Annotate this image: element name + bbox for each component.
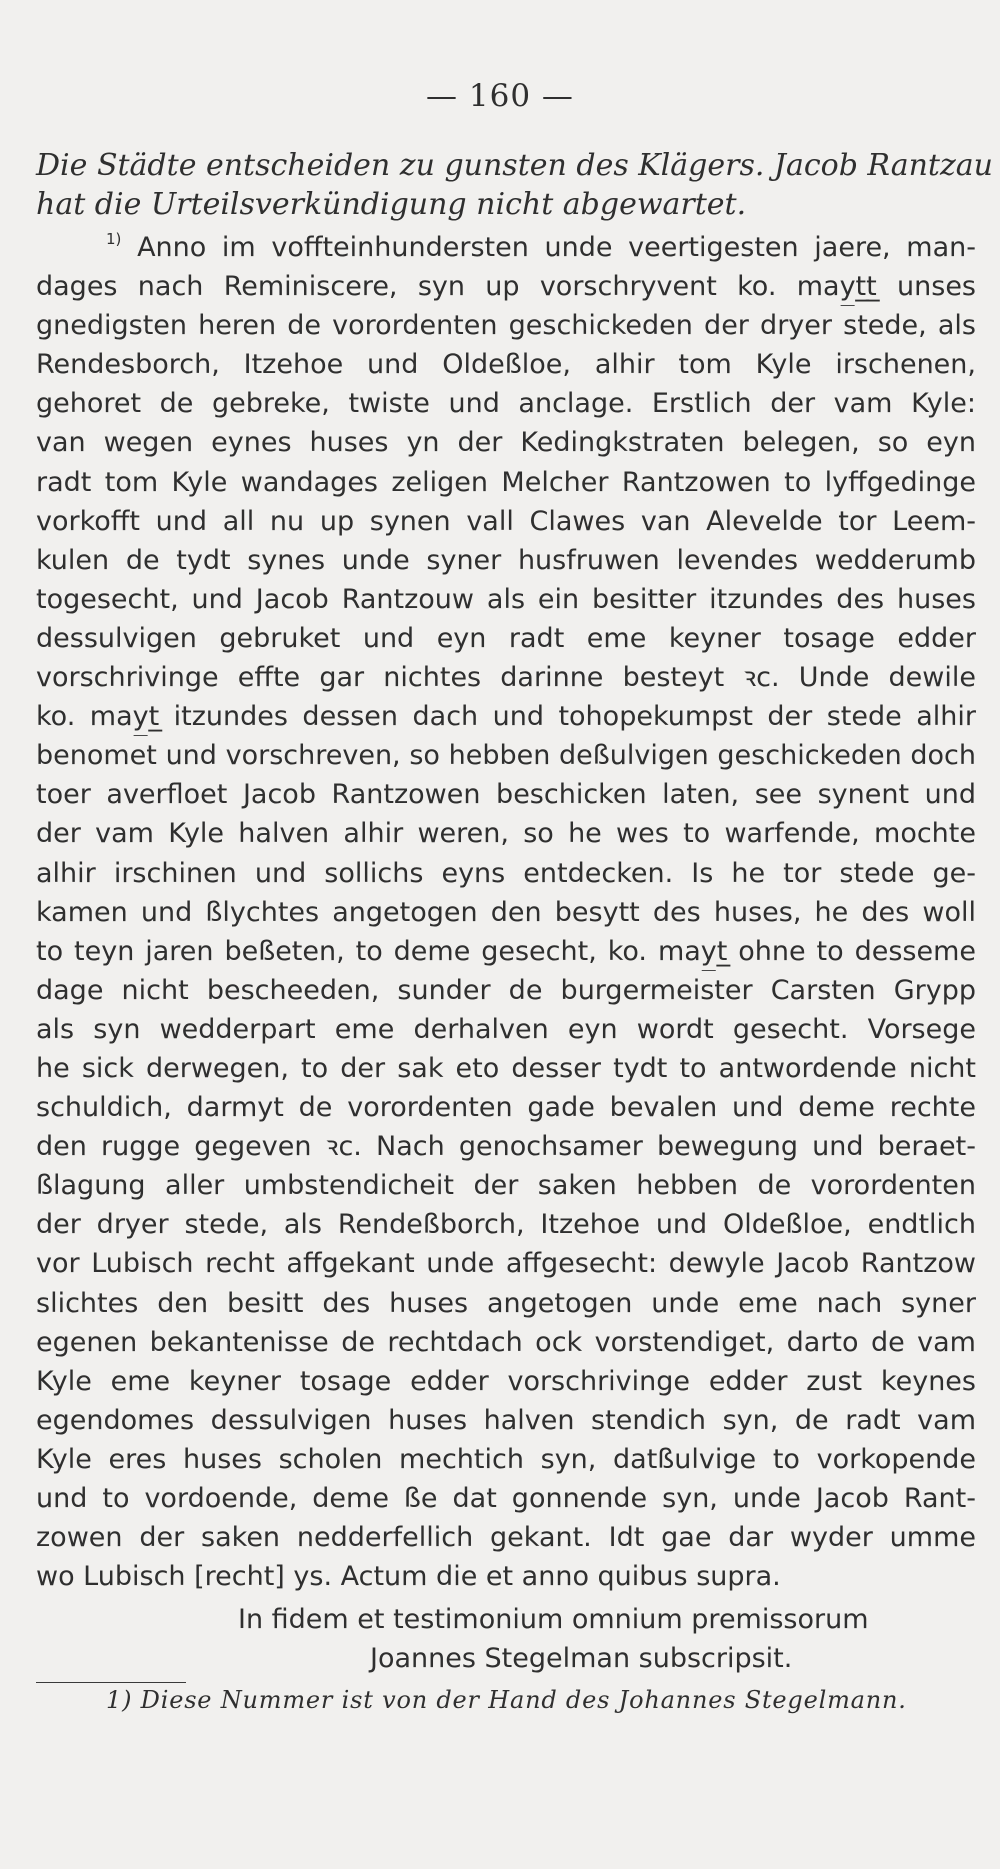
body-line: ßlagung aller umbstendicheit der saken hebben de vorordenten (36, 1170, 976, 1202)
footnote-mark: 1) (106, 1686, 133, 1714)
body-first-line (36, 228, 976, 267)
summary-line: hat die Urteilsverkündigung nicht abgewartet. (36, 187, 747, 222)
body-line: dages nach Reminiscere, syn up vorschryvent ko. may̲t̲t̲ unses (36, 271, 976, 303)
body-line: gnedigsten heren de vorordenten geschickeden der dryer stede, als (36, 310, 976, 342)
body-line: van wegen eynes huses yn der Kedingkstraten belegen, so eyn (36, 427, 976, 459)
summary-heading (36, 146, 993, 224)
body-line: togesecht, und Jacob Rantzouw als ein besitter itzundes des huses (36, 583, 976, 615)
body-line: ko. may̲t̲ itzundes dessen dach und tohopekumpst der stede alhir (36, 701, 976, 733)
footnote-marker: 1) (106, 230, 122, 248)
body-line: to teyn jaren beßeten, to deme gesecht, ko. may̲t̲ ohne to desseme (36, 935, 976, 967)
body-line: kulen de tydt synes unde syner husfruwen levendes wedderumb (36, 544, 976, 576)
body-line: Rendesborch, Itzehoe und Oldeßloe, alhir tom Kyle irschenen, (36, 349, 976, 381)
attestation-line: In fidem et testimonium omnium premissorum (238, 1604, 869, 1635)
body-line: Kyle eme keyner tosage edder vorschrivinge edder zust keynes (36, 1365, 976, 1397)
body-line: der vam Kyle halven alhir weren, so he wes to warfende, mochte (36, 818, 976, 850)
body-first-line-text: Anno im voffteinhundersten unde veertigesten jaere, man- (137, 232, 976, 263)
body-line: Kyle eres huses scholen mechtich syn, datßulvige to vorkopende (36, 1443, 976, 1475)
footnote-text: Diese Nummer ist von der Hand des Johannes Stegelmann. (140, 1686, 907, 1714)
body-line: radt tom Kyle wandages zeligen Melcher Rantzowen to lyffgedinge (36, 466, 976, 498)
body-line: und to vordoende, deme ße dat gonnende syn, unde Jacob Rant- (36, 1483, 976, 1514)
body-line: dage nicht bescheeden, sunder de burgermeister Carsten Grypp (36, 974, 976, 1006)
body-line: dessulvigen gebruket und eyn radt eme keyner tosage edder (36, 622, 976, 654)
body-line: egendomes dessulvigen huses halven stendich syn, de radt vam (36, 1404, 976, 1436)
body-line: vorkofft und all nu up synen vall Clawes van Alevelde tor Leem- (36, 505, 976, 537)
body-line: slichtes den besitt des huses angetogen unde eme nach syner (36, 1287, 976, 1319)
summary-line: Die Städte entscheiden zu gunsten des Klägers. Jacob Rantzau (36, 148, 993, 183)
body-line: wo Lubisch [recht] ys. Actum die et anno quibus supra. (36, 1561, 781, 1593)
body-line: der dryer stede, als Rendeßborch, Itzehoe und Oldeßloe, endtlich (36, 1209, 976, 1241)
document-body (36, 228, 976, 1596)
body-line: alhir irschinen und sollichs eyns entdecken. Is he tor stede ge- (36, 857, 976, 889)
body-line: benomet und vorschreven, so hebben deßulvigen geschickeden doch (36, 740, 976, 772)
page-number: — 160 — (426, 78, 574, 114)
body-line: egenen bekantenisse de rechtdach ock vorstendiget, darto de vam (36, 1326, 976, 1358)
body-line: kamen und ßlychtes angetogen den besytt des huses, he des woll (36, 896, 976, 928)
body-line: als syn wedderpart eme derhalven eyn wordt gesecht. Vorsege (36, 1013, 976, 1045)
body-line: gehoret de gebreke, twiste und anclage. Erstlich der vam Kyle: (36, 388, 976, 420)
body-line: he sick derwegen, to der sak eto desser tydt to antwordende nicht (36, 1052, 976, 1084)
footnote (106, 1682, 907, 1718)
signature-line: Joannes Stegelman subscripsit. (370, 1643, 793, 1674)
body-line: schuldich, darmyt de vorordenten gade bevalen und deme rechte (36, 1092, 976, 1124)
body-line: vor Lubisch recht affgekant unde affgesecht: dewyle Jacob Rantzow (36, 1248, 976, 1280)
body-line: toer averfloet Jacob Rantzowen beschicken laten, see synent und (36, 779, 976, 811)
body-line: den rugge gegeven ꝛc. Nach genochsamer bewegung und beraet- (36, 1131, 976, 1163)
body-line: zowen der saken nedderfellich gekant. Idt gae dar wyder umme (36, 1522, 976, 1554)
body-line: vorschrivinge effte gar nichtes darinne besteyt ꝛc. Unde dewile (36, 662, 976, 694)
